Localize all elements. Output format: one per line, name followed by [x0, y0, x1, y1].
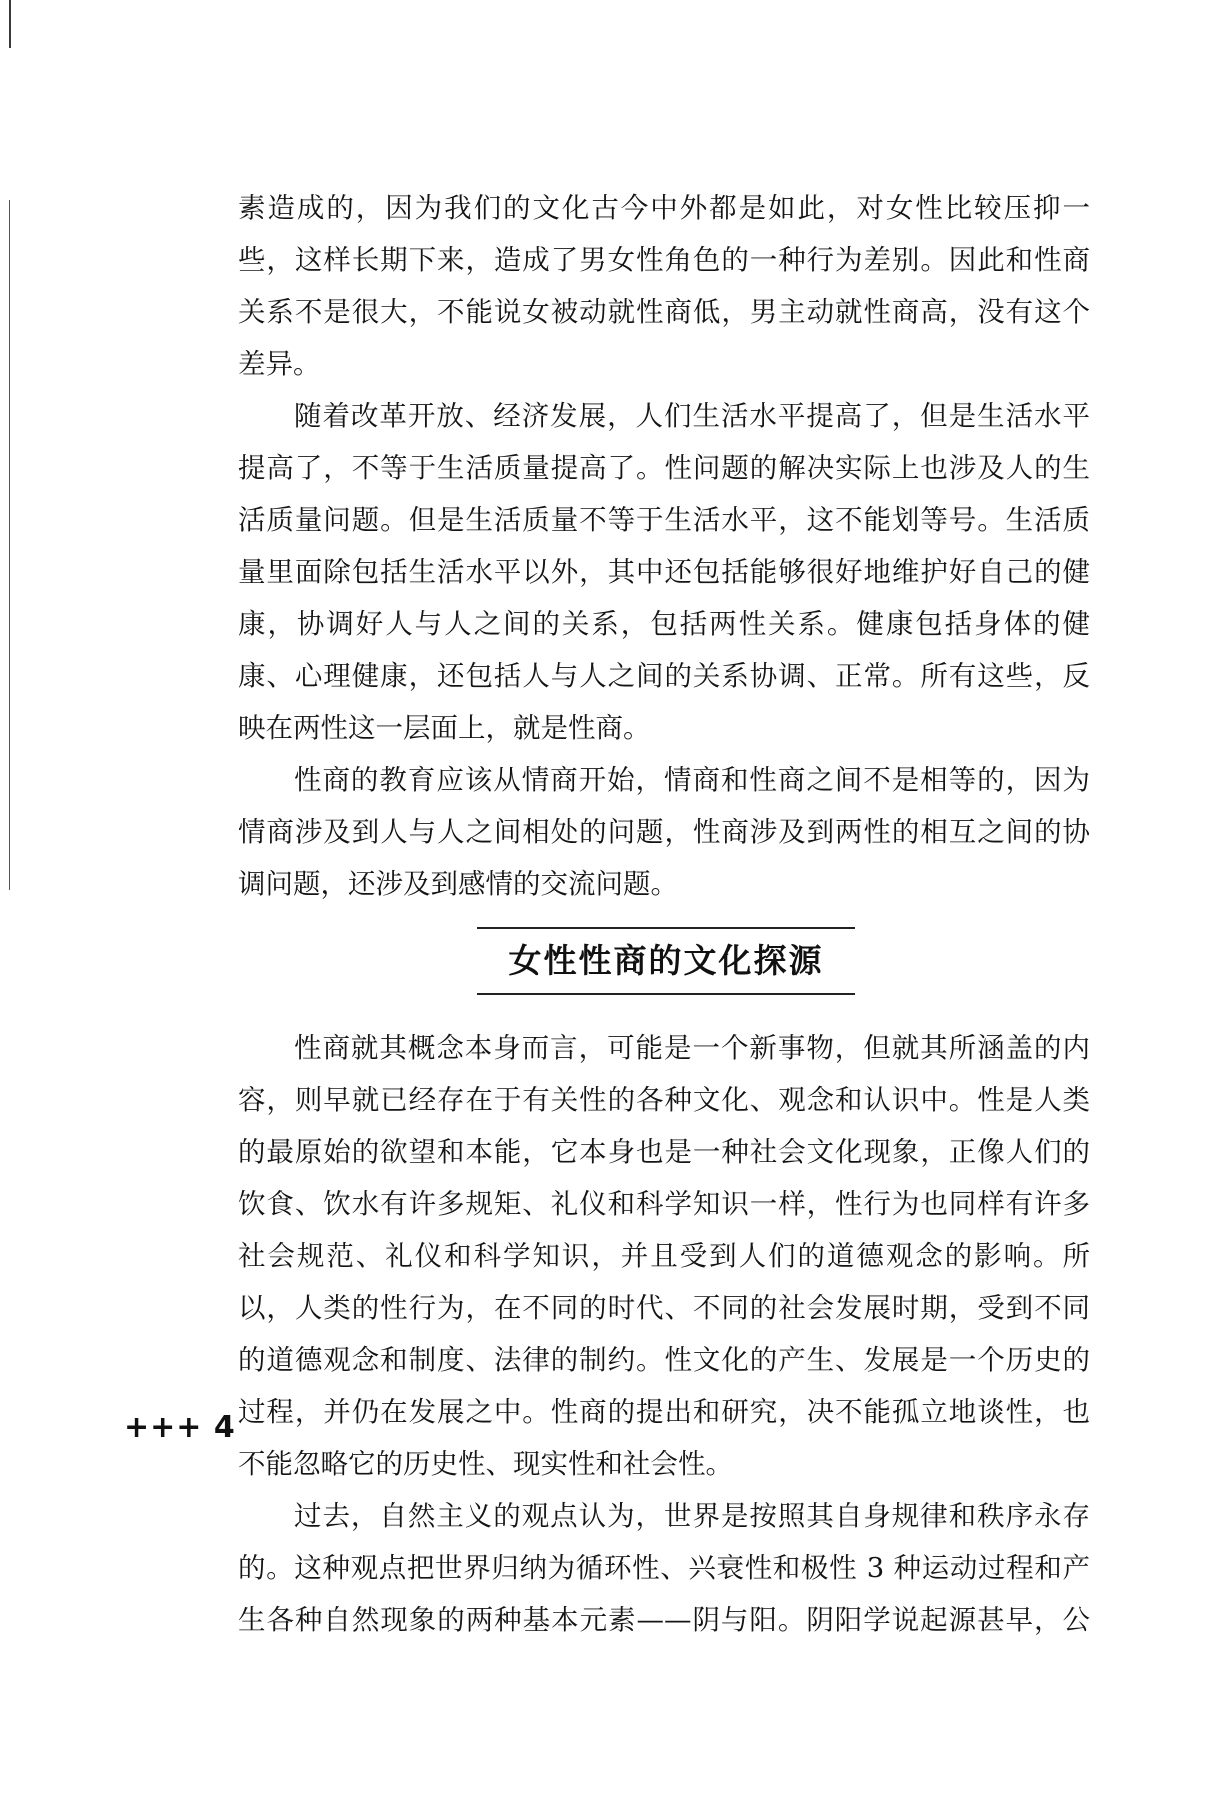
text-line: 活质量问题。但是生活质量不等于生活水平，这不能划等号。生活质	[238, 504, 1090, 536]
text-line: 过去，自然主义的观点认为，世界是按照其自身规律和秩序永存	[294, 1500, 1090, 1532]
text-line: 随着改革开放、经济发展，人们生活水平提高了，但是生活水平	[294, 400, 1090, 432]
text-line: 关系不是很大，不能说女被动就性商低，男主动就性商高，没有这个	[238, 296, 1090, 328]
section-heading: 女性性商的文化探源	[477, 927, 855, 995]
text-line: 的最原始的欲望和本能，它本身也是一种社会文化现象，正像人们的	[238, 1136, 1090, 1168]
text-line: 不能忽略它的历史性、现实性和社会性。	[238, 1448, 733, 1480]
text-line: 性商就其概念本身而言，可能是一个新事物，但就其所涵盖的内	[294, 1032, 1090, 1064]
text-line: 社会规范、礼仪和科学知识，并且受到人们的道德观念的影响。所	[238, 1240, 1090, 1272]
text-line: 饮食、饮水有许多规矩、礼仪和科学知识一样，性行为也同样有许多	[238, 1188, 1090, 1220]
scan-edge-top	[9, 0, 11, 48]
text-line: 以，人类的性行为，在不同的时代、不同的社会发展时期，受到不同	[238, 1292, 1090, 1324]
scan-edge-middle	[9, 200, 10, 890]
page-number: +++ 4	[124, 1410, 236, 1445]
text-line: 些，这样长期下来，造成了男女性角色的一种行为差别。因此和性商	[238, 244, 1090, 276]
text-line: 康，协调好人与人之间的关系，包括两性关系。健康包括身体的健	[238, 608, 1090, 640]
text-line: 生各种自然现象的两种基本元素——阴与阳。阴阳学说起源甚早，公	[238, 1604, 1090, 1636]
body-text-top	[238, 182, 1090, 910]
text-line: 量里面除包括生活水平以外，其中还包括能够很好地维护好自己的健	[238, 556, 1090, 588]
text-line: 容，则早就已经存在于有关性的各种文化、观念和认识中。性是人类	[238, 1084, 1090, 1116]
text-line: 的。这种观点把世界归纳为循环性、兴衰性和极性 3 种运动过程和产	[238, 1552, 1090, 1584]
text-line: 调问题，还涉及到感情的交流问题。	[238, 868, 678, 900]
text-line: 过程，并仍在发展之中。性商的提出和研究，决不能孤立地谈性，也	[238, 1396, 1090, 1428]
text-line: 素造成的，因为我们的文化古今中外都是如此，对女性比较压抑一	[238, 192, 1090, 224]
text-line: 提高了，不等于生活质量提高了。性问题的解决实际上也涉及人的生	[238, 452, 1090, 484]
text-line: 映在两性这一层面上，就是性商。	[238, 712, 651, 744]
text-line: 的道德观念和制度、法律的制约。性文化的产生、发展是一个历史的	[238, 1344, 1090, 1376]
text-line: 差异。	[238, 348, 321, 380]
text-line: 性商的教育应该从情商开始，情商和性商之间不是相等的，因为	[294, 764, 1090, 796]
text-line: 康、心理健康，还包括人与人之间的关系协调、正常。所有这些，反	[238, 660, 1090, 692]
body-text-bottom	[238, 1022, 1090, 1646]
text-line: 情商涉及到人与人之间相处的问题，性商涉及到两性的相互之间的协	[238, 816, 1090, 848]
